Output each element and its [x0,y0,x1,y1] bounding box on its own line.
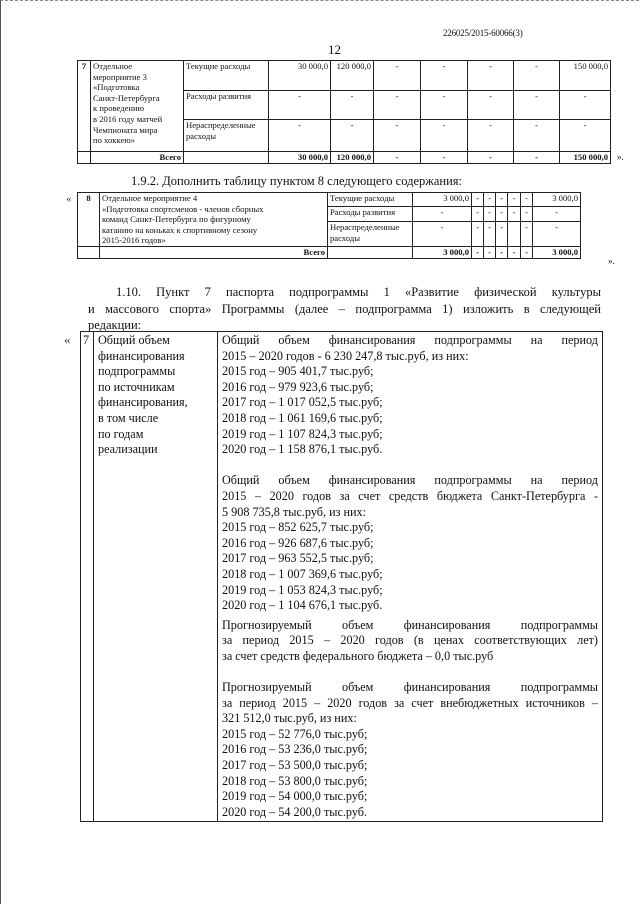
total-value: - [421,152,468,164]
year-line: 2015 год – 905 401,7 тыс.руб; [222,364,374,379]
name-line: Отдельное мероприятие 4 [102,193,198,203]
cell-value: - [496,222,508,247]
text-line: 321 512,0 тыс.руб, из них: [222,711,357,726]
name-line: Чемпионата мира [93,124,158,135]
cell-value: - [521,222,533,247]
cell-value: 30 000,0 [269,61,331,91]
document-id: 226025/2015-60066(3) [443,28,523,38]
year-line: 2019 год – 1 107 824,3 тыс.руб; [222,426,383,441]
closing-quote: ». [617,152,624,162]
cell-value: 150 000,0 [560,61,611,91]
text-line: за счет средств федерального бюджета – 0,0 тыс.руб [222,648,494,663]
year-line: 2019 год – 54 000,0 тыс.руб; [222,789,368,804]
label-line: финансирования [98,348,185,363]
text-line: Прогнозируемый объем финансирования подпрограммы [222,617,598,632]
extra-budget-block [222,680,598,820]
empty-cell [328,247,413,259]
table-row [78,193,581,207]
cell-value: - [521,193,533,207]
empty-cell [78,247,100,259]
label-line: реализации [98,442,158,457]
federal-budget-block [222,618,598,665]
expense-type: Текущие расходы [328,193,413,207]
paragraph-line: редакции: [88,318,142,332]
expense-type: Нераспределенные расходы [328,222,413,247]
total-value: - [468,152,514,164]
cell-value: - [521,207,533,222]
cell-value: 3 000,0 [533,193,581,207]
cell-value: - [472,207,484,222]
year-line: 2020 год – 1 104 676,1 тыс.руб. [222,598,383,613]
total-label: Всего [91,152,184,164]
expense-type: Расходы развития [328,207,413,222]
item-name [100,193,328,247]
name-line: «Подготовка спортсменов - членов сборных [102,203,264,214]
total-value: 3 000,0 [533,247,581,259]
cell-value: - [514,120,560,152]
name-line: Санкт-Петербурга [93,92,160,103]
year-line: 2020 год – 54 200,0 тыс.руб. [222,804,368,819]
cell-value: - [421,91,468,120]
table-row-total [78,247,581,259]
cell-value: 3 000,0 [413,193,472,207]
name-line: «Подготовка [93,82,140,93]
total-value: 3 000,0 [413,247,472,259]
label-line: подпрограммы [98,364,176,379]
empty-cell [78,152,91,164]
year-line: 2016 год – 926 687,6 тыс.руб; [222,535,374,550]
cell-value: - [508,193,521,207]
total-value: 30 000,0 [269,152,331,164]
text-line: 2015 – 2020 годов за счет средств бюджета Санкт-Петербурга - [222,488,598,503]
cell-value: - [472,193,484,207]
opening-quote: « [64,332,71,347]
cell-value: - [560,91,611,120]
year-line: 2020 год – 1 158 876,1 тыс.руб. [222,442,383,457]
total-funding-block [222,333,598,458]
cell-value: - [413,207,472,222]
cell-value: - [269,91,331,120]
total-label: Всего [100,247,328,259]
cell-value: 120 000,0 [331,61,374,91]
passport-table-item-7 [80,331,603,822]
name-line: мероприятие 3 [93,71,147,82]
cell-value: - [413,222,472,247]
year-line: 2017 год – 1 017 052,5 тыс.руб; [222,395,383,410]
paragraph-line: 1.10. Пункт 7 паспорта подпрограммы 1 «Развитие физической культуры [116,285,601,299]
section-1-10 [88,284,601,334]
total-value: - [496,247,508,259]
text-line: 2015 – 2020 годов - 6 230 247,8 тыс.руб, из них: [222,348,469,363]
text-line: Общий объем финансирования подпрограммы на период [222,333,598,347]
cell-value: - [468,91,514,120]
text-line: за период 2015 – 2020 годов (в ценах соответствующих лет) [222,633,598,648]
closing-quote: ». [608,256,615,266]
name-line: 2015-2016 годов» [102,235,166,246]
total-value: 120 000,0 [331,152,374,164]
name-line: катанию на коньках к спортивному сезону [102,224,258,235]
year-line: 2015 год – 852 625,7 тыс.руб; [222,520,374,535]
item-number: 7 [81,332,94,822]
cell-value: - [496,207,508,222]
text-line: за период 2015 – 2020 годов за счет внебюджетных источников – [222,695,598,710]
empty-cell [184,152,269,164]
cell-value: - [269,120,331,152]
table-item-7 [77,60,611,164]
total-value: 150 000,0 [560,152,611,164]
section-1-9-2: 1.9.2. Дополнить таблицу пунктом 8 следующего содержания: [131,174,463,188]
total-value: - [521,247,533,259]
item-number: 8 [78,193,100,247]
cell-value: - [421,61,468,91]
table-item-8 [77,192,581,259]
total-value: - [508,247,521,259]
city-budget-block [222,473,598,613]
year-line: 2016 год – 53 236,0 тыс.руб; [222,742,368,757]
cell-value: - [374,120,421,152]
expense-type: Расходы развития [184,91,269,120]
label-line: по источникам [98,379,175,394]
cell-value: - [533,207,581,222]
year-line: 2018 год – 1 007 369,6 тыс.руб; [222,566,383,581]
cell-value [508,222,521,247]
year-line: 2018 год – 1 061 169,6 тыс.руб; [222,410,383,425]
passport-label [94,332,218,822]
table-row-total [78,152,611,164]
year-line: 2015 год – 52 776,0 тыс.руб; [222,726,368,741]
cell-value: - [496,193,508,207]
text-line: 5 908 735,8 тыс.руб, из них: [222,504,366,519]
cell-value: - [484,193,496,207]
cell-value: - [484,207,496,222]
cell-value: - [514,61,560,91]
cell-value: - [484,222,496,247]
cell-value: - [533,222,581,247]
label-line: в том числе [98,410,159,425]
name-line: в 2016 году матчей [93,113,163,124]
text-line: Общий объем финансирования подпрограммы на период [222,473,598,488]
item-number: 7 [78,61,91,152]
expense-type: Нераспределенные расходы [184,120,269,152]
year-line: 2017 год – 53 500,0 тыс.руб; [222,758,368,773]
cell-value: - [421,120,468,152]
cell-value: - [374,61,421,91]
table-row [81,332,603,822]
total-value: - [472,247,484,259]
cell-value: - [514,91,560,120]
name-line: команд Санкт-Петербурга по фигурному [102,214,251,225]
opening-quote: « [66,193,72,205]
table-row [78,61,611,91]
expense-type: Текущие расходы [184,61,269,91]
cell-value: - [508,207,521,222]
cell-value: - [468,61,514,91]
item-name [91,61,184,152]
total-value: - [374,152,421,164]
label-line: финансирования, [98,395,188,410]
year-line: 2019 год – 1 053 824,3 тыс.руб; [222,582,383,597]
name-line: к проведению [93,103,145,114]
text-line: Прогнозируемый объем финансирования подпрограммы [222,680,598,695]
cell-value: - [560,120,611,152]
cell-value: - [374,91,421,120]
year-line: 2017 год – 963 552,5 тыс.руб; [222,551,374,566]
total-value: - [484,247,496,259]
cell-value: - [331,120,374,152]
cell-value: - [472,222,484,247]
page-number: 12 [328,42,341,57]
name-line: по хоккею» [93,135,135,146]
cell-value: - [331,91,374,120]
paragraph-line: и массового спорта» Программы (далее – подпрограмма 1) изложить в следующей [88,301,601,316]
label-line: Общий объем [98,333,170,347]
passport-value [218,332,603,822]
name-line: Отдельное [93,61,133,71]
label-line: по годам [98,426,144,441]
cell-value: - [468,120,514,152]
year-line: 2016 год – 979 923,6 тыс.руб; [222,379,374,394]
year-line: 2018 год – 53 800,0 тыс.руб; [222,773,368,788]
total-value: - [514,152,560,164]
